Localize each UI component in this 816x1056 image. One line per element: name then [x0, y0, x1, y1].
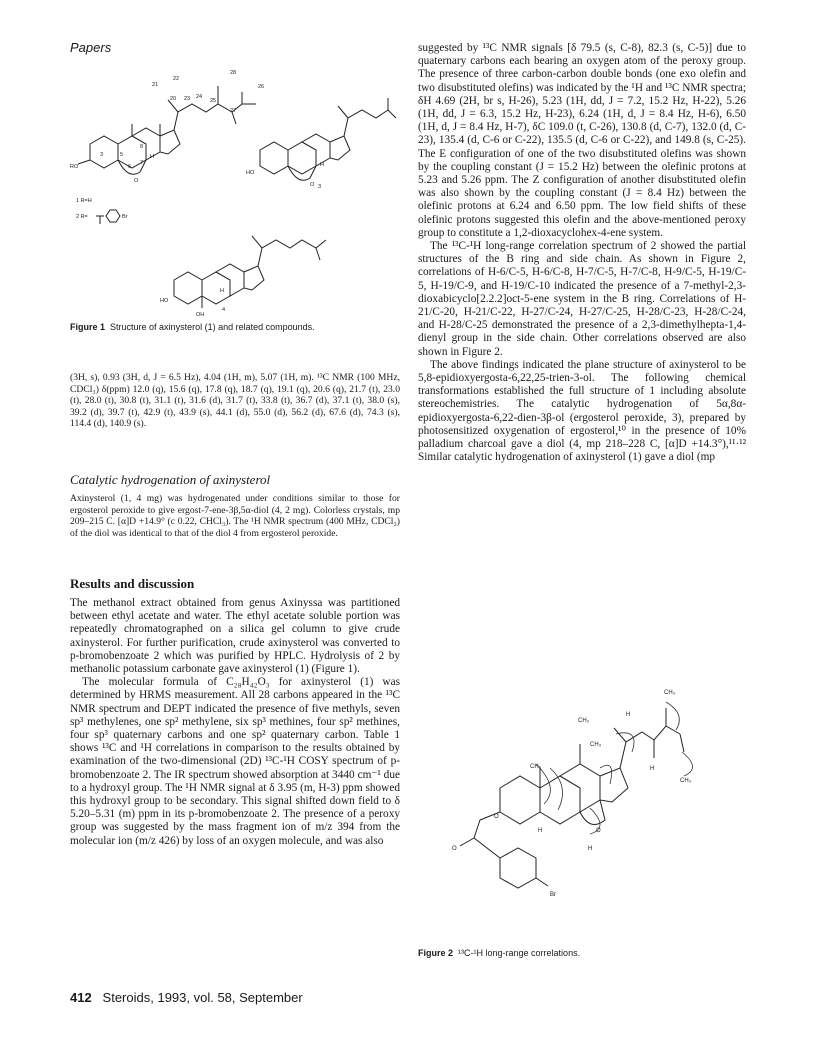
compound4-structure	[174, 236, 326, 308]
fig2-label-o2: O	[596, 828, 601, 834]
fig1-compound3-label: 3	[318, 184, 322, 190]
fig1-compound1-label: 1 R=H	[76, 198, 92, 204]
fig1-label-5: 5	[120, 152, 124, 158]
hydrogenation-heading: Catalytic hydrogenation of axinysterol	[70, 472, 271, 487]
fig1-label-25: 25	[210, 98, 217, 104]
fig1-label-22: 22	[173, 76, 180, 82]
fig2-label-ch3-1: CH₃	[578, 718, 590, 724]
compound3-structure	[260, 98, 396, 180]
fig2-label-ch3-3: CH₃	[530, 764, 542, 770]
right-paragraph-1: suggested by ¹³C NMR signals [δ 79.5 (s, C-8), 82.3 (s, C-5)] due to quaternary carbons each bearing an oxygen atom of the peroxy group. The presence of three carbon-carbon double bonds (one exo olefin and two disubstituted olefins) was indicated by the ¹H and ¹³C NMR spectra; δH 4.69 (2H, br s, H-26), 5.23 (1H, dd, J = 7.2, 15.2 Hz, H-22), 5.26 (1H, dd, J = 6.3, 15.2 Hz, H-23), 6.24 (1H, d, J = 8.4 Hz, H-6), 6.50 (1H, d, J = 8.4 Hz, H-7), δC 109.0 (t, C-26), 130.8 (d, C-7), 132.0 (d, C-23), 135.4 (d, C-6 or C-22), 135.5 (d, C-6 or C-22), and 149.8 (s, C-25). The E configuration of one of the two disubstituted olefins was shown by the coupling constant (J = 15.2 Hz) between the olefinic protons at 5.23 and 5.26 ppm. The Z configuration of another disubstituted olefin was also shown by the coupling constant (J = 8.4 Hz) between the olefinic protons at 6.24 and 6.50 ppm. The low field shifts of these olefinic protons suggested this olefin and the above-mentioned peroxy group to constitute a 1,2-dioxacyclohex-4-ene system.	[418, 42, 746, 239]
correlation-arrows	[536, 702, 693, 834]
fig1-label-h1: H	[150, 154, 154, 160]
fig1-label-h3: H	[320, 162, 324, 168]
fig1-label-7: 7	[140, 160, 144, 166]
results-paragraph-1: The methanol extract obtained from genus Axinyssa was partitioned between ethyl acetate and water. The ethyl acetate soluble portion was repeatedly chromatographed on a silica gel column to give crude axinysterol. For further purification, crude axinysterol was converted to p-bromobenzoate 2 which was purified by HPLC. Hydrolysis of 2 by methanolic potassium carbonate gave axinysterol (1) (Figure 1).	[70, 597, 400, 676]
results-heading: Results and discussion	[70, 576, 195, 591]
fig1-label-8: 8	[140, 144, 144, 150]
results-paragraph-2: The molecular formula of C₂₈H₄₂O₃ for axinysterol (1) was determined by HRMS measurement. All 28 carbons appeared in the ¹³C NMR spectrum and DEPT indicated the presence of five methyls, seven sp³ methylenes, one sp² methylene, six sp³ methines, four sp² methines, four sp³ quaternary carbons and one sp² quaternary carbon. Table 1 shows ¹³C and ¹H correlations in comparison to the results obtained by examination of the two-dimensional (2D) ¹³C-¹H COSY spectrum of p-bromobenzoate 2. The IR spectrum showed absorption at 3440 cm⁻¹ due to a hydroxyl group. The ¹H NMR signal at δ 3.95 (m, H-3) ppm showed this hydroxyl group to be secondary. This signal shifted down field to δ 5.20–5.31 (m) ppm in its p-bromobenzoate 2. The presence of a peroxy group was suggested by the mass fragment ion of m/z 394 from the molecular ion (m/z 426) by loss of an oxygen molecule, and was also	[70, 676, 400, 847]
fig1-label-28: 28	[230, 70, 237, 76]
fig2-label-ch3-5: CH₃	[680, 778, 692, 784]
fig2-label-h4: H	[588, 846, 593, 852]
running-header: Papers	[70, 40, 112, 55]
right-paragraph-3: The above findings indicated the plane structure of axinysterol to be 5,8-epidioxyergosta-6,22,25-trien-3-ol. The following chemical transformations established the full structure of 1 including absolute stereochemistries. The catalytic hydrogenation of 5α,8α-epidioxyergosta-6,22-dien-3β-ol (ergosterol peroxide, 3), prepared by photosensitized oxygenation of ergosterol,¹⁰ in the presence of 10% palladium charcoal gave a diol (4, mp 218–228 C, [α]D +14.3°),¹¹·¹² Similar catalytic hydrogenation of axinysterol (1) gave a diol (mp	[418, 358, 746, 464]
results-body	[70, 597, 400, 848]
figure2-caption-label: Figure 2	[418, 948, 454, 958]
page-number: 412	[70, 990, 92, 1005]
fig2-label-ch3-4: CH₃	[664, 690, 676, 696]
fig1-label-23: 23	[184, 96, 191, 102]
fig1-label-ho4: HO	[160, 298, 169, 304]
fig2-label-h1: H	[626, 712, 631, 718]
right-column-body	[418, 42, 746, 465]
compound1-structure	[78, 86, 256, 174]
page-footer	[70, 990, 303, 1005]
fig2-label-o3: O	[452, 846, 457, 852]
right-paragraph-2: The ¹³C-¹H long-range correlation spectrum of 2 showed the partial structures of the B ring and side chain. As shown in Figure 2, correlations of H-6/C-5, H-6/C-8, H-7/C-5, H-7/C-8, H-9/C-5, H-19/C-5, H-19/C-9, and H-19/C-10 indicated the presence of a 7-methyl-2,3-dioxabicyclo[2.2.2]oct-5-ene system in the B ring. Correlations of H-21/C-20, H-21/C-22, H-27/C-24, H-27/C-25, H-28/C-23, H-28/C-24, and H-28/C-25 demonstrated the presence of a 2,3-dimethylhepta-1,4-dienyl group in the side chain. Other correlations observed are also shown in Figure 2.	[418, 240, 746, 358]
figure1-structures	[70, 64, 400, 334]
fig1-label-6: 6	[128, 164, 132, 170]
fig1-label-h4: H	[220, 288, 224, 294]
fig2-label-br: Br	[550, 892, 556, 898]
figure1-caption	[70, 322, 400, 332]
fig2-label-ch3-2: CH₃	[590, 742, 602, 748]
fig1-label-ho3: HO	[246, 170, 255, 176]
fig1-label-24: 24	[196, 94, 203, 100]
fig1-label-20: 20	[170, 96, 177, 102]
figure2-structure	[440, 668, 720, 938]
hydrogenation-paragraph	[70, 493, 400, 539]
fig2-label-h3: H	[538, 828, 543, 834]
fig1-label-3: 3	[100, 152, 104, 158]
hydrogenation-text: Axinysterol (1, 4 mg) was hydrogenated under conditions similar to those for ergosterol peroxide to give ergost-7-ene-3β,5α-diol (4, 2 mg). Colorless crystals, mp 209–215 C. [α]D +14.9° (c 0.22, CHCl₃). The ¹H NMR spectrum (400 MHz, CDCl₃) of the diol was identical to that of the diol 4 from ergosterol peroxide.	[70, 493, 400, 539]
nmr-data-paragraph	[70, 372, 400, 430]
nmr-data-text: (3H, s), 0.93 (3H, d, J = 6.5 Hz), 4.04 (1H, m), 5.07 (1H, m). ¹³C NMR (100 MHz, CDCl₃) δ(ppm) 12.0 (q), 15.6 (q), 17.8 (q), 18.7 (q), 19.1 (q), 20.6 (q), 21.7 (t), 23.0 (t), 28.0 (t), 30.8 (t), 31.1 (t), 31.6 (d), 31.7 (t), 33.8 (t), 36.7 (d), 37.1 (t), 38.0 (s), 39.2 (d), 39.7 (t), 42.9 (t), 43.9 (s), 44.1 (d), 55.0 (d), 56.2 (d), 67.6 (d), 74.3 (s), 114.4 (d), 140.9 (s).	[70, 372, 400, 430]
fig1-label-ro: RO	[70, 164, 79, 170]
figure2-caption	[418, 948, 748, 958]
fig2-label-o1: O	[494, 814, 499, 820]
p-bromobenzoyl-group	[96, 210, 120, 224]
figure1-caption-label: Figure 1	[70, 322, 106, 332]
fig1-label-o1: O	[134, 178, 139, 184]
fig1-label-27: 27	[230, 108, 237, 114]
fig1-compound2-label: 2 R=	[76, 214, 88, 220]
fig2-label-h2: H	[650, 766, 655, 772]
fig1-label-oh4: OH	[196, 312, 205, 318]
fig1-label-26: 26	[258, 84, 265, 90]
journal-citation: Steroids, 1993, vol. 58, September	[102, 990, 303, 1005]
fig1-label-br: Br	[122, 214, 128, 220]
fig1-label-o3: O	[310, 182, 315, 188]
fig1-label-21: 21	[152, 82, 159, 88]
fig1-compound4-label: 4	[222, 307, 226, 313]
figure2-caption-text: ¹³C-¹H long-range correlations.	[458, 948, 581, 958]
figure1-caption-text: Structure of axinysterol (1) and related compounds.	[110, 322, 315, 332]
